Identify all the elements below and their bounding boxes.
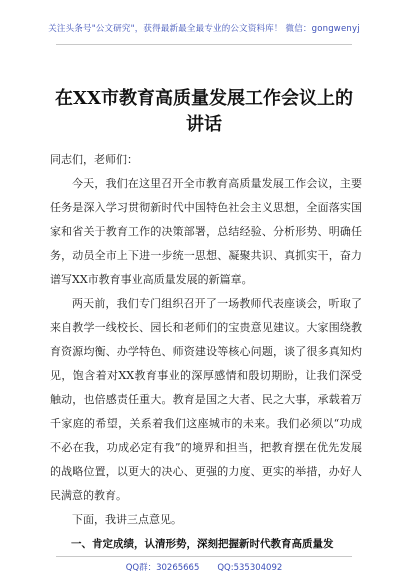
- footer: [0, 561, 408, 573]
- section-heading-1: 一、肯定成绩，认清形势，深刻把握新时代教育高质量发: [71, 538, 334, 550]
- footer-divider: [56, 556, 352, 557]
- paragraph-2: 两天前，我们专门组织召开了一场教师代表座谈会，听取了来自教学一线校长、园长和老师们的宝贵意见建议。大家围绕教育资源均衡、办学特色、师资建设等核心问题，谈了很多真知灼见，饱含着对XX教育事业的深厚感情和殷切期盼，让我们深受触动，也倍感责任重大。教育是国之大者、民之大事，承载着万千家庭的希望，关系着我们这座城市的未来。我们必须以“功成不必在我，功成必定有我”的境界和担当，把教育摆在优先发展的战略位置，以更大的决心、更强的力度、更实的举措，办好人民满意的教育。: [50, 297, 362, 502]
- footer-qq-group-label: QQ群：: [125, 563, 157, 573]
- document-body: [50, 148, 362, 556]
- footer-qq-group-number: 30265665: [156, 563, 200, 573]
- header-note: 关注头条号"公文研究"，获得最新最全最专业的公文资料库！ 微信：gongwenyj: [48, 24, 360, 34]
- greeting: 同志们，老师们：: [50, 153, 138, 166]
- document-title: 在XX市教育高质量发展工作会议上的讲话: [55, 88, 353, 135]
- paragraph-3: 下面，我讲三点意见。: [72, 513, 182, 526]
- footer-qq-number: 535304092: [233, 563, 283, 573]
- footer-qq-label: QQ:: [217, 563, 234, 573]
- paragraph-1: 今天，我们在这里召开全市教育高质量发展工作会议，主要任务是深入学习贯彻新时代中国特色社会主义思想，全面落实国家和省关于教育工作的决策部署，总结经验、分析形势、明确任务，动员全市上下进一步统一思想、凝聚共识、真抓实干，奋力谱写XX市教育事业高质量发展的新篇章。: [50, 177, 362, 286]
- header-divider: [56, 44, 352, 45]
